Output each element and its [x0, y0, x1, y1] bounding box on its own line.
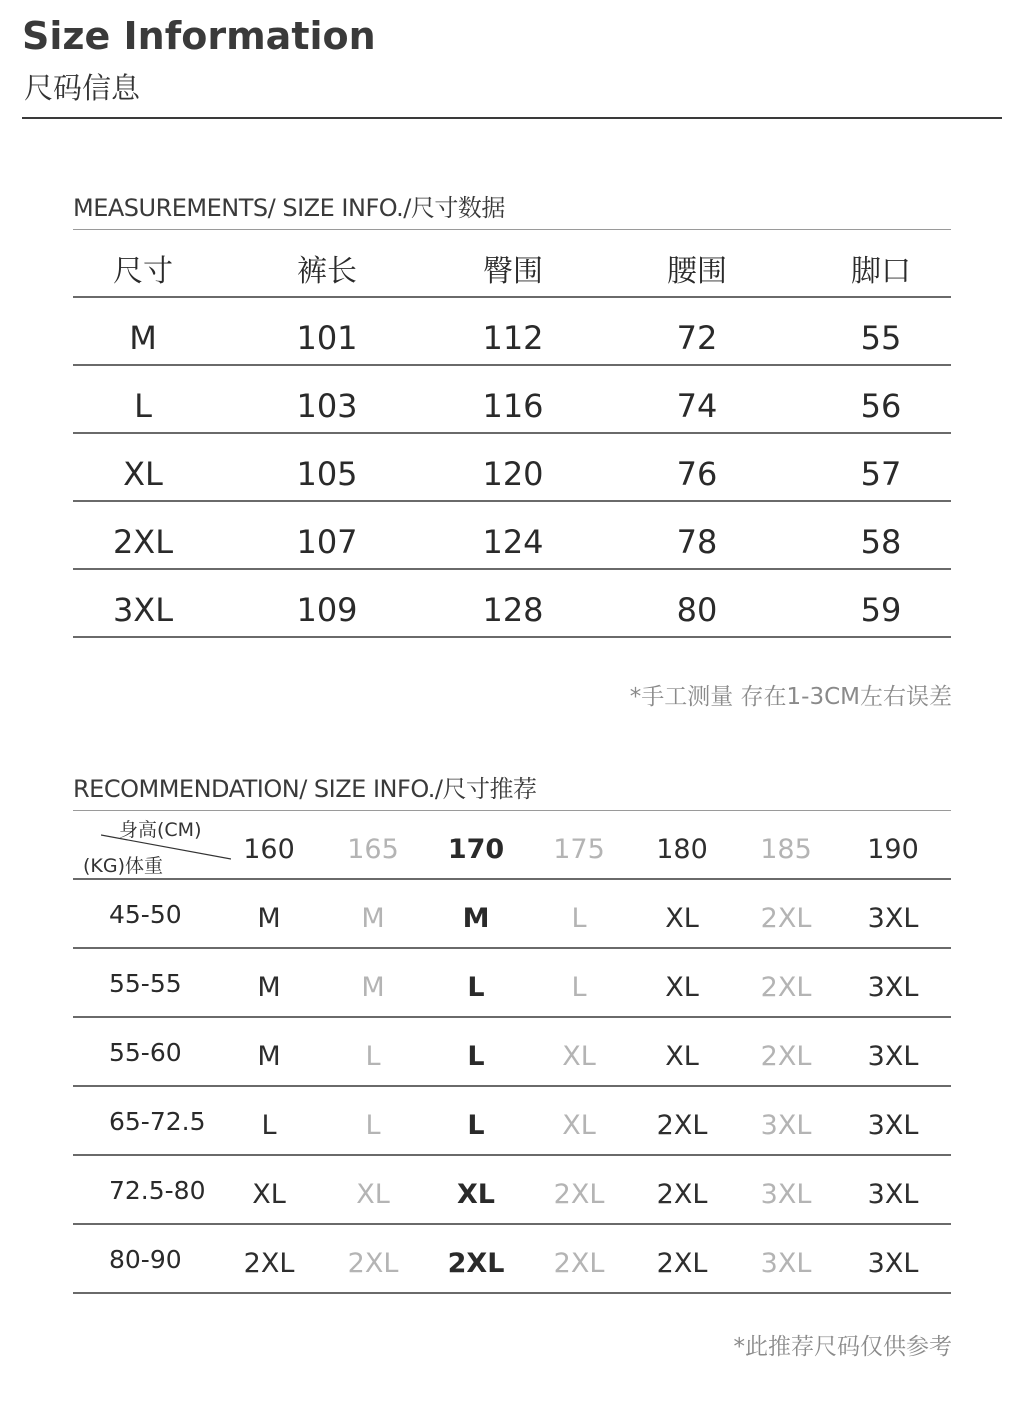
table-row — [73, 434, 951, 502]
size-cell: XL — [665, 1041, 699, 1072]
leg-opening-cell: 55 — [860, 319, 902, 357]
table-row — [73, 880, 951, 949]
size-cell: 3XL — [867, 1248, 919, 1279]
leg-opening-cell: 57 — [860, 455, 902, 493]
height-axis-label: 身高(CM) — [119, 819, 202, 841]
size-cell: M — [129, 319, 157, 357]
column-header-hip: 臀围 — [483, 254, 543, 289]
size-cell: XL — [665, 903, 699, 934]
page-title: Size Information — [22, 14, 376, 58]
size-cell: 2XL — [347, 1248, 399, 1279]
size-cell: 2XL — [656, 1179, 708, 1210]
size-cell: 3XL — [112, 591, 174, 629]
column-header-waist: 腰围 — [667, 254, 727, 289]
waist-cell: 74 — [676, 387, 718, 425]
leg-opening-cell: 59 — [860, 591, 902, 629]
length-cell: 103 — [296, 387, 358, 425]
height-header: 190 — [867, 834, 919, 865]
hip-cell: 124 — [482, 523, 544, 561]
table-row — [73, 1156, 951, 1225]
waist-cell: 72 — [676, 319, 718, 357]
height-header: 180 — [656, 834, 708, 865]
hip-cell: 120 — [482, 455, 544, 493]
size-cell: 2XL — [656, 1248, 708, 1279]
size-cell: XL — [123, 455, 163, 493]
size-cell: M — [361, 903, 385, 934]
size-cell: 3XL — [760, 1179, 812, 1210]
title-divider — [22, 117, 1002, 119]
weight-cell: 80-90 — [109, 1245, 182, 1274]
recommendation-heading: RECOMMENDATION/ SIZE INFO./尺寸推荐 — [73, 775, 537, 803]
size-cell: M — [257, 1041, 281, 1072]
size-cell: L — [134, 387, 152, 425]
weight-cell: 55-55 — [109, 969, 182, 998]
measurement-note: *手工测量 存在1-3CM左右误差 — [629, 684, 952, 710]
page-subtitle: 尺码信息 — [24, 71, 141, 105]
table-row — [73, 1018, 951, 1087]
weight-cell: 55-60 — [109, 1038, 182, 1067]
size-cell: XL — [356, 1179, 390, 1210]
size-cell: 2XL — [760, 972, 812, 1003]
recommendation-table — [73, 811, 951, 1294]
size-cell: M — [462, 903, 490, 934]
measurements-header-row — [73, 230, 951, 298]
size-cell: 2XL — [112, 523, 174, 561]
recommendation-header-row — [73, 811, 951, 880]
hip-cell: 112 — [482, 319, 544, 357]
size-cell: 2XL — [447, 1248, 505, 1279]
weight-cell: 65-72.5 — [109, 1107, 206, 1136]
size-cell: 3XL — [760, 1110, 812, 1141]
size-cell: 2XL — [760, 903, 812, 934]
height-header: 185 — [760, 834, 812, 865]
table-row — [73, 298, 951, 366]
recommendation-note: *此推荐尺码仅供参考 — [733, 1334, 952, 1360]
measurements-table — [73, 230, 951, 638]
size-cell: L — [467, 1110, 485, 1141]
size-cell: XL — [252, 1179, 286, 1210]
size-cell: M — [257, 903, 281, 934]
size-cell: L — [571, 903, 587, 934]
size-cell: M — [361, 972, 385, 1003]
size-cell: L — [571, 972, 587, 1003]
weight-axis-label: (KG)体重 — [83, 855, 164, 877]
size-cell: XL — [665, 972, 699, 1003]
table-row — [73, 570, 951, 638]
length-cell: 101 — [296, 319, 358, 357]
size-cell: 2XL — [553, 1179, 605, 1210]
size-cell: 2XL — [553, 1248, 605, 1279]
size-cell: 3XL — [867, 1110, 919, 1141]
height-header: 175 — [553, 834, 605, 865]
measurements-heading: MEASUREMENTS/ SIZE INFO./尺寸数据 — [73, 194, 505, 222]
length-cell: 109 — [296, 591, 358, 629]
column-header-leg-opening: 脚口 — [851, 254, 911, 289]
weight-cell: 72.5-80 — [109, 1176, 206, 1205]
table-row — [73, 1087, 951, 1156]
table-row — [73, 949, 951, 1018]
waist-cell: 78 — [676, 523, 718, 561]
waist-cell: 80 — [676, 591, 718, 629]
size-cell: 2XL — [656, 1110, 708, 1141]
size-cell: L — [365, 1041, 381, 1072]
weight-cell: 45-50 — [109, 900, 182, 929]
column-header-size: 尺寸 — [113, 254, 173, 289]
size-cell: 3XL — [867, 903, 919, 934]
size-cell: L — [365, 1110, 381, 1141]
size-cell: XL — [562, 1041, 596, 1072]
height-header: 160 — [243, 834, 295, 865]
size-cell: L — [467, 972, 485, 1003]
leg-opening-cell: 56 — [860, 387, 902, 425]
length-cell: 107 — [296, 523, 358, 561]
waist-cell: 76 — [676, 455, 718, 493]
table-row — [73, 1225, 951, 1294]
size-cell: XL — [562, 1110, 596, 1141]
table-corner — [73, 811, 213, 878]
size-cell: L — [261, 1110, 277, 1141]
size-cell: 3XL — [867, 972, 919, 1003]
size-cell: XL — [456, 1179, 496, 1210]
table-row — [73, 502, 951, 570]
size-cell: 2XL — [243, 1248, 295, 1279]
size-cell: 3XL — [867, 1179, 919, 1210]
size-cell: 2XL — [760, 1041, 812, 1072]
hip-cell: 116 — [482, 387, 544, 425]
height-header: 170 — [447, 834, 505, 865]
size-cell: M — [257, 972, 281, 1003]
length-cell: 105 — [296, 455, 358, 493]
size-cell: L — [467, 1041, 485, 1072]
height-header: 165 — [347, 834, 399, 865]
size-cell: 3XL — [760, 1248, 812, 1279]
hip-cell: 128 — [482, 591, 544, 629]
leg-opening-cell: 58 — [860, 523, 902, 561]
table-row — [73, 366, 951, 434]
size-cell: 3XL — [867, 1041, 919, 1072]
column-header-length: 裤长 — [297, 254, 357, 289]
